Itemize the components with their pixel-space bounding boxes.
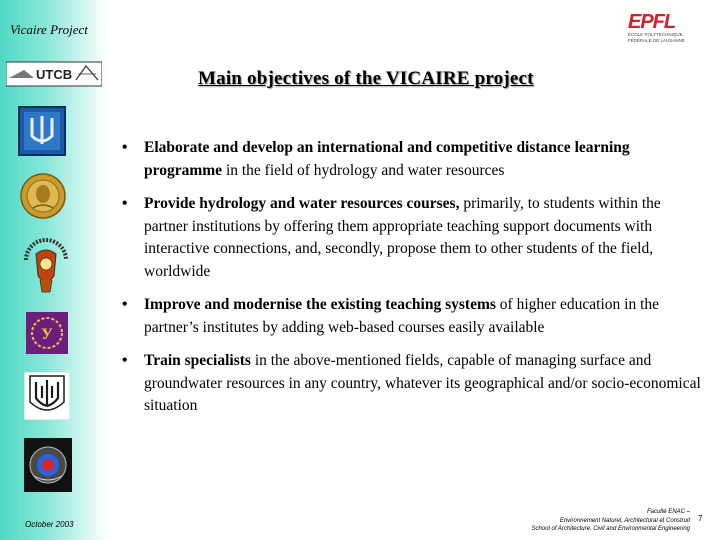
utcb-logo [6, 60, 102, 88]
objective-text: in the above-mentioned fields, capable of managing surface and groundwater resources in any country, whatever its geographical and/or socio-economical situation [144, 352, 701, 414]
slide-title: Main objectives of the VICAIRE project [198, 68, 534, 89]
objective-lead: Improve and modernise the existing teaching systems [144, 296, 496, 313]
epfl-subtitle-2: FÉDÉRALE DE LAUSANNE [628, 37, 685, 43]
objective-text: of higher education in the partner’s institutes by adding web-based courses easily available [144, 296, 660, 336]
footer-line-2: Environnement Naturel, Architectural et Construit [559, 517, 690, 524]
bullet-dot: • [122, 352, 128, 369]
university-shield-logo [18, 106, 66, 156]
objective-item [122, 294, 702, 339]
objective-item [122, 137, 702, 182]
objective-item [122, 350, 702, 418]
project-label: Vicaire Project [10, 22, 88, 37]
objective-lead: Provide hydrology and water resources courses, [144, 195, 460, 212]
round-seal-logo [24, 438, 72, 492]
gold-medal-logo [19, 172, 67, 220]
utcb-logo-text: UTCB [36, 67, 73, 82]
footer-line-3: School of Architecture, Civil and Environmental Engineering [531, 526, 690, 532]
objective-lead: Train specialists [144, 352, 251, 369]
epfl-wordmark: EPFL [628, 11, 676, 33]
objective-text: in the field of hydrology and water resources [222, 161, 505, 179]
trident-coat-of-arms-logo [24, 372, 70, 420]
objective-lead: Elaborate and develop an international and competitive distance learning programme [144, 139, 630, 179]
epfl-subtitle-1: ÉCOLE POLYTECHNIQUE [628, 32, 683, 37]
footer-line-1: Faculté ENAC – [646, 509, 690, 515]
svg-text:У: У [41, 326, 53, 343]
objectives-list [122, 137, 702, 418]
footer-institution [531, 508, 690, 534]
epfl-logo [628, 12, 685, 43]
purple-wreath-logo [26, 312, 68, 354]
bullet-dot: • [122, 139, 128, 156]
objective-item [122, 193, 702, 283]
objective-text: primarily, to students within the partner institutions by offering them appropriate teaching support documents with interactive connections, and, secondly, propose them to other students of the field, worldwide [144, 195, 661, 280]
footer-date: October 2003 [25, 520, 74, 529]
bullet-dot: • [122, 296, 128, 313]
page-number: 7 [698, 514, 703, 523]
bullet-dot: • [122, 195, 128, 212]
university-emblem-logo [20, 236, 72, 296]
